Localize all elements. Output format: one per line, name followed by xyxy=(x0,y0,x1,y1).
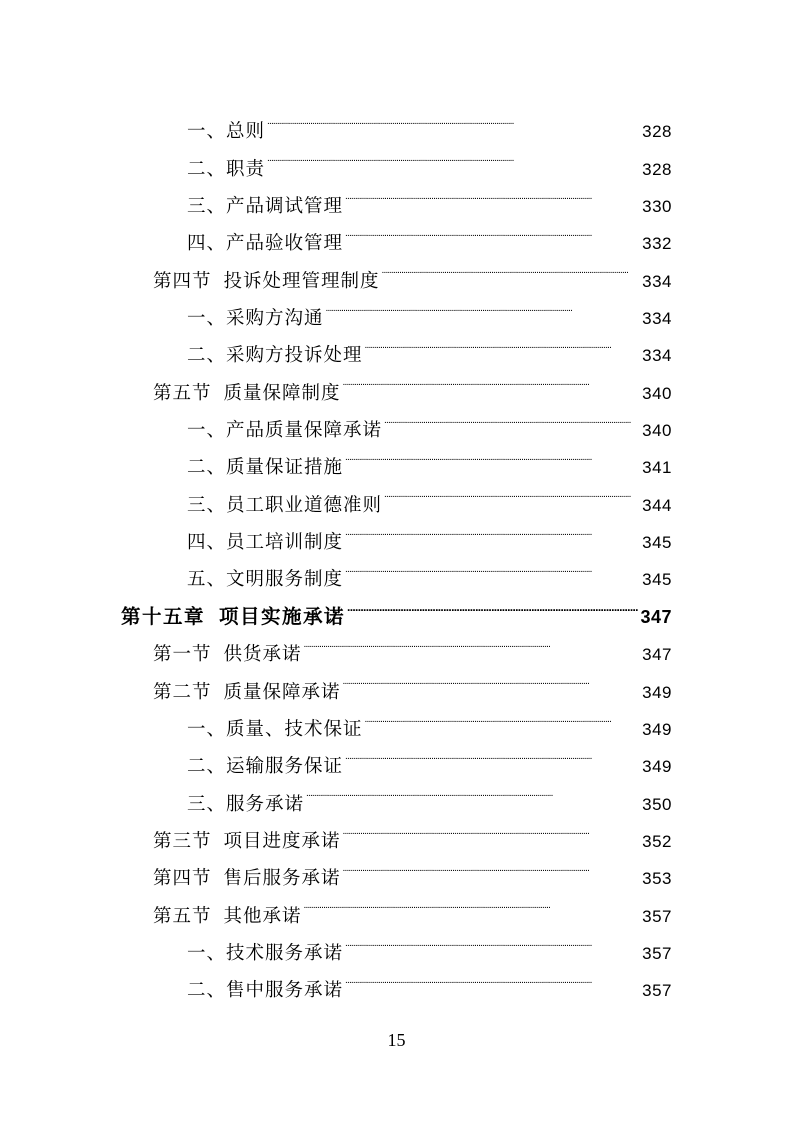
toc-entry-title: 产品验收管理 xyxy=(226,233,344,255)
toc-entry-number: 四、 xyxy=(187,532,227,554)
toc-entry-title: 职责 xyxy=(226,158,266,180)
toc-entry-title: 质量保障承诺 xyxy=(223,681,341,703)
toc-entry-page: 357 xyxy=(642,906,672,926)
toc-entry-page: 332 xyxy=(642,234,672,254)
toc-entry-page: 344 xyxy=(642,495,672,515)
toc-entry[interactable] xyxy=(0,698,793,740)
toc-entry-title: 员工培训制度 xyxy=(226,532,344,554)
dot-leader xyxy=(306,772,640,809)
toc-entry-title: 质量保证措施 xyxy=(226,457,344,479)
toc-entry-number: 二、 xyxy=(187,158,227,180)
toc-entry-number: 第三节 xyxy=(153,830,212,852)
toc-entry[interactable] xyxy=(0,436,793,479)
toc-entry-number: 第二节 xyxy=(153,681,212,703)
toc-entry-title: 运输服务保证 xyxy=(226,756,344,778)
toc-entry[interactable] xyxy=(0,399,793,442)
toc-entry[interactable] xyxy=(0,473,793,516)
toc-entry[interactable] xyxy=(0,735,793,778)
toc-entry[interactable] xyxy=(0,660,793,703)
dot-leader xyxy=(343,361,641,398)
toc-entry-title: 质量保障制度 xyxy=(223,382,341,404)
toc-entry-number: 第五节 xyxy=(153,905,212,927)
toc-entry-number: 三、 xyxy=(187,793,227,815)
dot-leader xyxy=(384,399,640,436)
toc-entry-page: 334 xyxy=(642,309,672,329)
toc-entry-title: 供货承诺 xyxy=(223,644,302,666)
dot-leader xyxy=(345,548,640,585)
toc-entry-page: 349 xyxy=(642,719,672,739)
toc-entry-label xyxy=(187,972,343,1009)
dot-leader xyxy=(384,473,640,510)
toc-entry-page: 340 xyxy=(642,383,672,403)
toc-entry[interactable] xyxy=(0,810,793,852)
toc-entry-title: 售后服务承诺 xyxy=(223,868,341,890)
toc-entry-title: 其他承诺 xyxy=(223,905,302,927)
toc-entry-number: 二、 xyxy=(187,756,227,778)
dot-leader xyxy=(304,884,641,921)
toc-entry-page: 334 xyxy=(642,271,672,291)
dot-leader xyxy=(382,249,641,286)
dot-leader xyxy=(345,175,640,212)
toc-entry-number: 第十五章 xyxy=(121,604,206,628)
toc-entry-title: 员工职业道德准则 xyxy=(226,494,383,516)
toc-entry[interactable] xyxy=(0,100,793,143)
toc-entry-page: 349 xyxy=(642,682,672,702)
toc-entry-page: 353 xyxy=(642,869,672,889)
table-of-contents xyxy=(0,100,793,1002)
toc-entry-title: 服务承诺 xyxy=(226,793,305,815)
toc-entry-page: 330 xyxy=(642,197,672,217)
toc-entry-number: 三、 xyxy=(187,494,227,516)
toc-entry[interactable] xyxy=(0,847,793,890)
toc-entry-page: 357 xyxy=(642,981,672,1001)
toc-entry-page: 345 xyxy=(642,533,672,553)
toc-entry[interactable] xyxy=(0,772,793,815)
toc-entry-page: 357 xyxy=(642,943,672,963)
toc-entry[interactable] xyxy=(0,175,793,218)
toc-entry[interactable] xyxy=(0,959,793,1002)
toc-entry-number: 第四节 xyxy=(153,270,212,292)
toc-entry-number: 第一节 xyxy=(153,644,212,666)
dot-leader xyxy=(345,922,640,959)
toc-entry-title: 项目实施承诺 xyxy=(219,604,346,628)
dot-leader xyxy=(326,287,641,324)
toc-entry[interactable] xyxy=(0,884,793,927)
toc-entry-number: 五、 xyxy=(187,569,227,591)
dot-leader xyxy=(345,511,640,548)
toc-entry[interactable] xyxy=(0,548,793,591)
toc-entry-number: 一、 xyxy=(187,308,227,330)
toc-entry-page: 341 xyxy=(642,458,672,478)
page-number: 15 xyxy=(387,1030,406,1050)
toc-entry-title: 文明服务制度 xyxy=(226,569,344,591)
toc-entry-number: 二、 xyxy=(187,457,227,479)
toc-entry[interactable] xyxy=(0,324,793,367)
toc-entry-page: 349 xyxy=(642,757,672,777)
toc-entry-number: 第四节 xyxy=(153,868,212,890)
toc-entry-title: 投诉处理管理制度 xyxy=(223,270,380,292)
dot-leader xyxy=(345,436,640,473)
toc-entry[interactable] xyxy=(0,249,793,292)
toc-entry-title: 项目进度承诺 xyxy=(223,830,341,852)
dot-leader xyxy=(343,810,641,847)
toc-entry-number: 一、 xyxy=(187,718,227,740)
toc-entry-number: 四、 xyxy=(187,233,227,255)
dot-leader xyxy=(343,660,641,697)
toc-entry-page: 340 xyxy=(642,421,672,441)
toc-entry-title: 产品质量保障承诺 xyxy=(226,420,383,442)
toc-entry-title: 采购方沟通 xyxy=(226,308,324,330)
toc-entry-page: 345 xyxy=(642,570,672,590)
toc-entry-title: 技术服务承诺 xyxy=(226,942,344,964)
toc-entry-title: 采购方投诉处理 xyxy=(226,345,363,367)
dot-leader xyxy=(343,847,641,884)
toc-entry[interactable] xyxy=(0,361,793,404)
toc-entry-title: 产品调试管理 xyxy=(226,196,344,218)
toc-entry[interactable] xyxy=(0,922,793,964)
dot-leader xyxy=(267,100,640,137)
toc-entry-page: 352 xyxy=(642,831,672,851)
toc-entry-number: 一、 xyxy=(187,942,227,964)
toc-entry-page: 347 xyxy=(642,645,672,665)
toc-entry-page: 350 xyxy=(642,794,672,814)
toc-entry[interactable] xyxy=(0,623,793,666)
toc-entry-number: 二、 xyxy=(187,980,227,1002)
toc-entry-page: 328 xyxy=(642,122,672,142)
dot-leader xyxy=(347,585,638,622)
toc-entry-title: 售中服务承诺 xyxy=(226,980,344,1002)
toc-chapter-entry[interactable] xyxy=(0,585,793,628)
toc-entry-number: 一、 xyxy=(187,121,227,143)
dot-leader xyxy=(345,735,640,772)
toc-entry[interactable] xyxy=(0,212,793,255)
dot-leader xyxy=(365,698,641,735)
toc-entry-page: 334 xyxy=(642,346,672,366)
toc-entry[interactable] xyxy=(0,287,793,330)
dot-leader xyxy=(267,137,640,174)
toc-entry-number: 三、 xyxy=(187,196,227,218)
dot-leader xyxy=(365,324,641,361)
toc-entry-title: 总则 xyxy=(226,121,266,143)
dot-leader xyxy=(345,959,640,996)
dot-leader xyxy=(345,212,640,249)
toc-entry-page: 347 xyxy=(640,606,672,627)
toc-entry-page: 328 xyxy=(642,159,672,179)
toc-entry[interactable] xyxy=(0,511,793,554)
dot-leader xyxy=(304,623,641,660)
toc-entry[interactable] xyxy=(0,137,793,180)
toc-entry-number: 二、 xyxy=(187,345,227,367)
toc-entry-number: 一、 xyxy=(187,420,227,442)
toc-entry-title: 质量、技术保证 xyxy=(226,718,363,740)
toc-entry-number: 第五节 xyxy=(153,382,212,404)
